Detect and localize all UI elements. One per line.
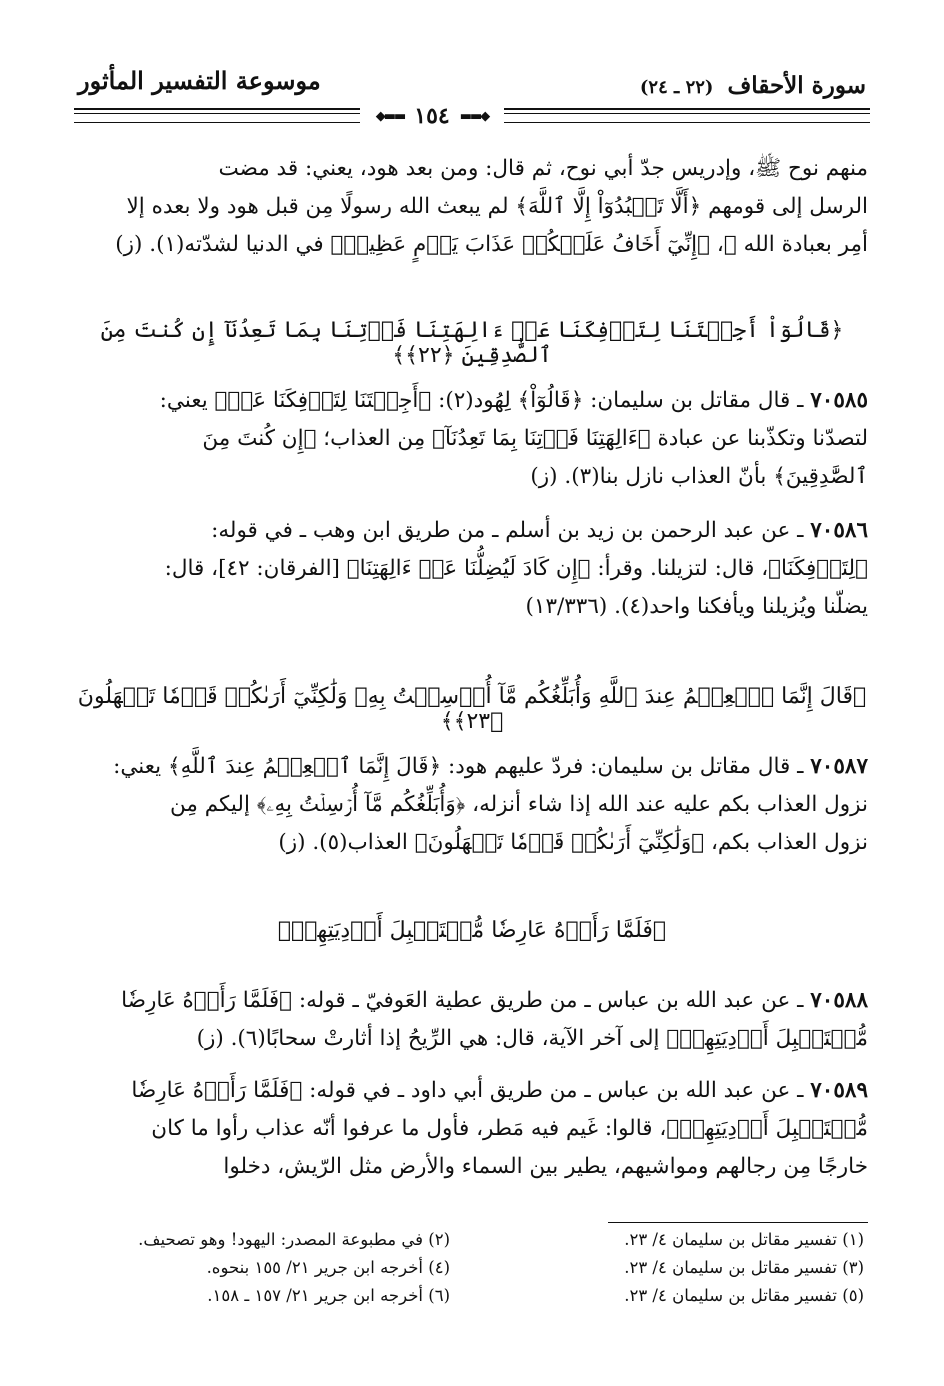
text-line: نزول العذاب بكم عليه عند الله إذا شاء أنزله، ﴿وَأُبَلِّغُكُم مَّآ أُرۡسِلۡتُ بِهِۦ﴾ إليكم مِن xyxy=(170,792,868,817)
ornament-icon: ◆▬▬ xyxy=(459,108,489,124)
footnote-rule xyxy=(608,1222,868,1223)
surah-name: سورة الأحقاف xyxy=(727,72,866,99)
text-line-body: قال مقاتل بن سليمان: ﴿قَالُوٓاْ﴾ لِهُود(٢): ﴿أَجِئۡتَنَا لِتَأۡفِكَنَا عَنۡ﴾ يعني: xyxy=(159,388,791,413)
text-line: مُّسۡتَقۡبِلَ أَوۡدِيَتِهِمۡ﴾، قالوا: غَيم فيه مَطر، فأول ما عرفوا أنّه عذاب رأوا ما كان xyxy=(151,1116,868,1141)
book-title: موسوعة التفسير المأثور xyxy=(78,66,321,95)
footnotes-left-column xyxy=(138,1226,450,1310)
text-line: نزول العذاب بكم، ﴿وَلَٰكِنِّيٓ أَرَىٰكُمۡ قَوۡمٗا تَجۡهَلُونَ﴾ العذاب(٥). (ز) xyxy=(278,830,868,855)
text-line: ٧٠٥٨٧ ـ قال مقاتل بن سليمان: فردّ عليهم هود: ﴿قَالَ إِنَّمَا ٱلۡعِلۡمُ عِندَ ٱللَّهِ﴾ يعني: xyxy=(113,754,868,779)
surah-title xyxy=(640,72,866,99)
text-line-body: قال مقاتل بن سليمان: فردّ عليهم هود: ﴿قَالَ إِنَّمَا ٱلۡعِلۡمُ عِندَ ٱللَّهِ﴾ يعني: xyxy=(113,754,791,779)
narration-number: ٧٠٥٨٦ xyxy=(810,518,868,543)
text-line-body: عن عبد الله بن عباس ـ من طريق عطية العَوفيّ ـ قوله: ﴿فَلَمَّا رَأَوۡهُ عَارِضٗا xyxy=(121,988,791,1013)
text-line: ٱلصَّٰدِقِينَ﴾ بأنّ العذاب نازل بنا(٣). (ز) xyxy=(530,464,868,489)
narration-70589 xyxy=(76,1072,868,1186)
text-line: ﴿لِتَأۡفِكَنَا﴾، قال: لتزيلنا. وقرأ: ﴿إِن كَادَ لَيُضِلُّنَا عَنۡ ءَالِهَتِنَا﴾ [الفرقان: ٤٢]، قال: xyxy=(164,556,868,581)
footnote: (٥) تفسير مقاتل بن سليمان ٤/ ٢٣. xyxy=(624,1286,864,1305)
narration-number: ٧٠٥٨٩ xyxy=(810,1078,868,1103)
text-line: ٧٠٥٨٥ ـ قال مقاتل بن سليمان: ﴿قَالُوٓاْ﴾ لِهُود(٢): ﴿أَجِئۡتَنَا لِتَأۡفِكَنَا عَنۡ﴾ يعني: xyxy=(159,388,868,413)
footnote: (١) تفسير مقاتل بن سليمان ٤/ ٢٣. xyxy=(624,1230,864,1249)
narration-70587 xyxy=(76,748,868,862)
text-line: ٧٠٥٨٩ ـ عن عبد الله بن عباس ـ من طريق أبي داود ـ في قوله: ﴿فَلَمَّا رَأَوۡهُ عَارِضٗا xyxy=(131,1078,868,1103)
text-line: خارجًا مِن رجالهم ومواشيهم، يطير بين السماء والأرض مثل الرّيش، دخلوا xyxy=(223,1154,868,1179)
text-line: ٧٠٥٨٦ ـ عن عبد الرحمن بن زيد بن أسلم ـ من طريق ابن وهب ـ في قوله: xyxy=(211,518,868,543)
ayah-heading: ﴿قَالُوٓاْ أَجِئۡتَنَا لِتَأۡفِكَنَا عَنۡ ءَالِهَتِنَا فَأۡتِنَا بِمَا تَعِدُنَآ إِن كُنتَ مِنَ ٱلصَّٰدِقِينَ ﴿٢٢﴾﴾ xyxy=(100,318,844,368)
narration-70586 xyxy=(76,512,868,626)
ornament-icon: ▬▬◆ xyxy=(375,108,405,124)
text-line-body: عن عبد الله بن عباس ـ من طريق أبي داود ـ في قوله: ﴿فَلَمَّا رَأَوۡهُ عَارِضٗا xyxy=(131,1078,791,1103)
text-line: منهم نوح ﷺ، وإدريس جدّ أبي نوح، ثم قال: ومن بعد هود، يعني: قد مضت xyxy=(218,156,868,181)
ayah-heading: ﴿قَالَ إِنَّمَا ٱلۡعِلۡمُ عِندَ ٱللَّهِ وَأُبَلِّغُكُم مَّآ أُرۡسِلۡتُ بِهِۦ وَلَٰكِنِّيٓ أَرَىٰكُمۡ قَوۡمٗا تَجۡهَلُونَ ﴿٢٣﴾﴾ xyxy=(77,684,867,734)
page-number-box xyxy=(360,102,504,130)
narration-number: ٧٠٥٨٥ xyxy=(810,388,868,413)
footnotes-right-column xyxy=(624,1226,864,1310)
narration-number: ٧٠٥٨٧ xyxy=(810,754,868,779)
footnote: (٦) أخرجه ابن جرير ٢١/ ١٥٧ ـ ١٥٨. xyxy=(207,1286,450,1305)
ayah-range: (٢٢ ـ ٢٤) xyxy=(639,77,714,98)
text-line-body: عن عبد الرحمن بن زيد بن أسلم ـ من طريق ابن وهب ـ في قوله: xyxy=(211,518,791,543)
narration-70588 xyxy=(76,982,868,1058)
text-line: يضلّنا ويُزيلنا ويأفكنا واحد(٤). (١٣/٣٣٦) xyxy=(525,594,868,619)
paragraph-continuation xyxy=(76,150,868,264)
text-line: مُّسۡتَقۡبِلَ أَوۡدِيَتِهِمۡ﴾ إلى آخر الآية، قال: هي الرِّيحُ إذا أثارتْ سحابًا(٦). (ز) xyxy=(196,1026,868,1051)
narration-70585 xyxy=(76,382,868,496)
footnote: (٤) أخرجه ابن جرير ٢١/ ١٥٥ بنحوه. xyxy=(206,1258,450,1277)
narration-number: ٧٠٥٨٨ xyxy=(810,988,868,1013)
page-number: ١٥٤ xyxy=(414,103,450,129)
footnote: (٣) تفسير مقاتل بن سليمان ٤/ ٢٣. xyxy=(624,1258,864,1277)
text-line: أمِر بعبادة الله ﷻ، ﴿إِنِّيٓ أَخَافُ عَلَيۡكُمۡ عَذَابَ يَوۡمٍ عَظِيمٖ﴾ في الدنيا لشدّته(١). (ز) xyxy=(115,232,868,257)
ayah-heading: ﴿فَلَمَّا رَأَوۡهُ عَارِضٗا مُّسۡتَقۡبِلَ أَوۡدِيَتِهِمۡ﴾ xyxy=(277,918,667,943)
footnote: (٢) في مطبوعة المصدر: اليهود! وهو تصحيف. xyxy=(138,1230,450,1249)
text-line: لتصدّنا وتكذّبنا عن عبادة ﴿ءَالِهَتِنَا فَأۡتِنَا بِمَا تَعِدُنَآ﴾ مِن العذاب؛ ﴿إِن كُنتَ مِنَ xyxy=(202,426,868,451)
text-line: الرسل إلى قومهم ﴿أَلَّا تَعۡبُدُوٓاْ إِلَّا ٱللَّهَ﴾ لم يبعث الله رسولًا مِن قبل هود ولا بعده إلا xyxy=(126,194,868,219)
text-line: ٧٠٥٨٨ ـ عن عبد الله بن عباس ـ من طريق عطية العَوفيّ ـ قوله: ﴿فَلَمَّا رَأَوۡهُ عَارِضٗا xyxy=(121,988,868,1013)
